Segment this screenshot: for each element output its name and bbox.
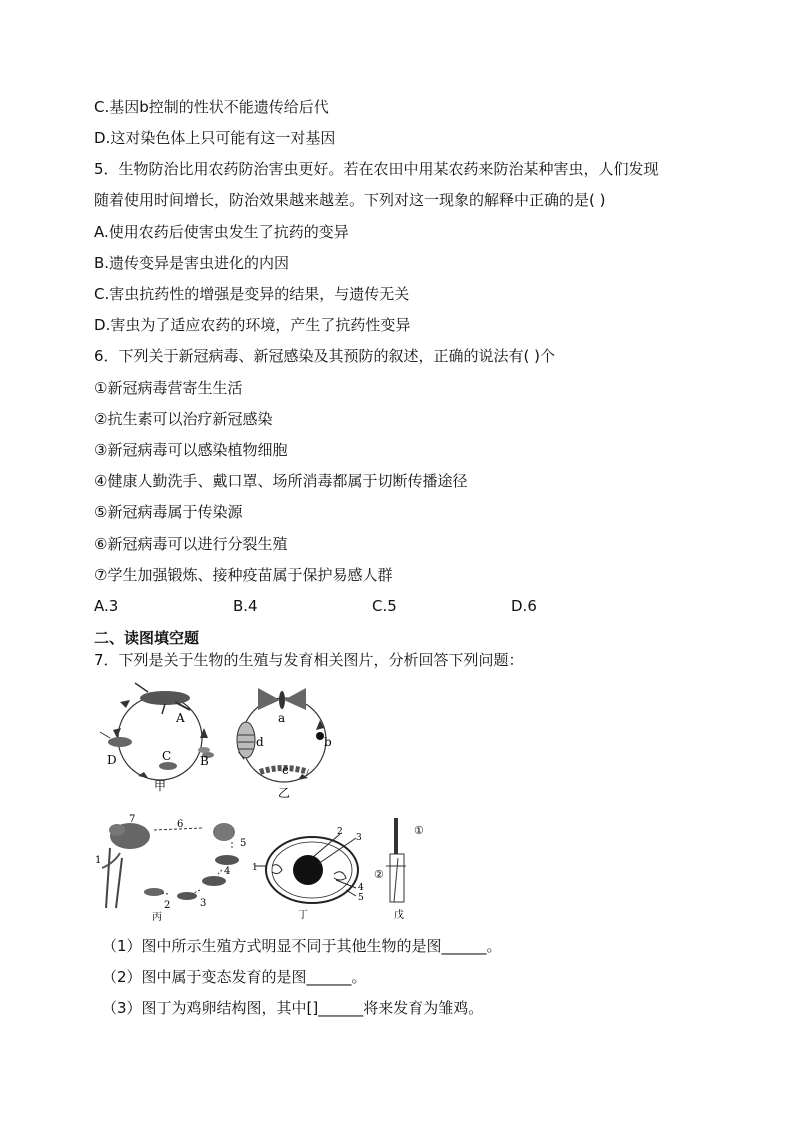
label-4: 4: [224, 866, 231, 877]
label-2: 2: [164, 900, 171, 911]
label-wu: 戊: [394, 910, 404, 921]
question-6: 6．下列关于新冠病毒、新冠感染及其预防的叙述，正确的说法有( )个: [94, 347, 556, 365]
label-yi: 乙: [278, 786, 291, 800]
q6-statement-1: ①新冠病毒营寄生生活: [94, 379, 243, 397]
q5-option-d: D.害虫为了适应农药的环境，产生了抗药性变异: [94, 316, 411, 334]
option-c: C.基因b控制的性状不能遗传给后代: [94, 98, 329, 116]
yolk-icon: [293, 855, 323, 885]
moth-icon: [258, 688, 306, 710]
sub-question-2: （2）图中属于变态发育的是图______。: [102, 968, 367, 986]
q5-option-b: B.遗传变异是害虫进化的内因: [94, 254, 290, 272]
frog-juvenile-icon: [213, 823, 235, 841]
q6-option-b: B.4: [233, 597, 258, 615]
grasshopper-adult-icon: [135, 683, 190, 714]
figure-jia-grasshopper-cycle: [90, 680, 230, 795]
label-ding: 丁: [298, 910, 308, 921]
label-circ2: ②: [374, 868, 384, 881]
label-5: 5: [358, 893, 364, 903]
question-5-line1: 5．生物防治比用农药防治害虫更好。若在农田中用某农药来防治某种害虫，人们发现: [94, 160, 659, 178]
option-d: D.这对染色体上只可能有这一对基因: [94, 129, 336, 147]
label-3: 3: [356, 833, 362, 843]
label-c: c: [282, 763, 289, 777]
label-6: 6: [177, 819, 184, 830]
frog-adult-icon: [109, 823, 150, 849]
grasshopper-nymph-small-icon: [159, 762, 177, 770]
label-5: 5: [240, 838, 247, 849]
q6-statement-6: ⑥新冠病毒可以进行分裂生殖: [94, 535, 288, 553]
q6-statement-5: ⑤新冠病毒属于传染源: [94, 503, 243, 521]
label-2: 2: [337, 827, 343, 837]
q6-statement-4: ④健康人勤洗手、戴口罩、场所消毒都属于切断传播途径: [94, 472, 468, 490]
plant-icon: [102, 848, 122, 908]
figure-bing-frog-cycle: [92, 808, 252, 923]
sub-question-3: （3）图丁为鸡卵结构图，其中[]______将来发育为雏鸡。: [102, 999, 484, 1017]
q5-option-a: A.使用农药后使害虫发生了抗药的变异: [94, 223, 349, 241]
label-a: a: [278, 711, 286, 725]
label-b: b: [324, 735, 332, 749]
label-1: 1: [252, 863, 258, 873]
question-7: 7．下列是关于生物的生殖与发育相关图片，分析回答下列问题：: [94, 651, 524, 669]
figure-ding-egg-structure: [252, 822, 374, 922]
q6-option-d: D.6: [511, 597, 537, 615]
q5-option-c: C.害虫抗药性的增强是变异的结果，与遗传无关: [94, 285, 410, 303]
label-circ1: ①: [414, 824, 424, 837]
label-4: 4: [358, 883, 364, 893]
question-5-line2: 随着使用时间增长，防治效果越来越差。下列对这一现象的解释中正确的是( ): [94, 191, 606, 209]
q6-statement-2: ②抗生素可以治疗新冠感染: [94, 410, 273, 428]
label-3: 3: [200, 898, 207, 909]
label-d: d: [256, 735, 264, 749]
label-jia: 甲: [154, 779, 167, 793]
q6-option-a: A.3: [94, 597, 119, 615]
pupa-icon: [237, 722, 255, 758]
figure-wu-grafting: [372, 818, 434, 922]
label-bing: 丙: [152, 912, 162, 923]
egg-icon: [316, 732, 324, 740]
label-B: B: [200, 754, 209, 768]
label-1: 1: [95, 855, 102, 866]
q6-statement-7: ⑦学生加强锻炼、接种疫苗属于保护易感人群: [94, 566, 393, 584]
tadpole-icons: [144, 855, 239, 900]
label-C: C: [162, 749, 172, 763]
sub-question-1: （1）图中所示生殖方式明显不同于其他生物的是图______。: [102, 937, 502, 955]
figure-yi-moth-cycle: [228, 680, 340, 800]
label-D: D: [107, 753, 117, 767]
section-title: 二、读图填空题: [94, 629, 200, 647]
q6-option-c: C.5: [372, 597, 397, 615]
label-7: 7: [129, 814, 136, 825]
label-A: A: [176, 711, 185, 725]
q6-statement-3: ③新冠病毒可以感染植物细胞: [94, 441, 288, 459]
